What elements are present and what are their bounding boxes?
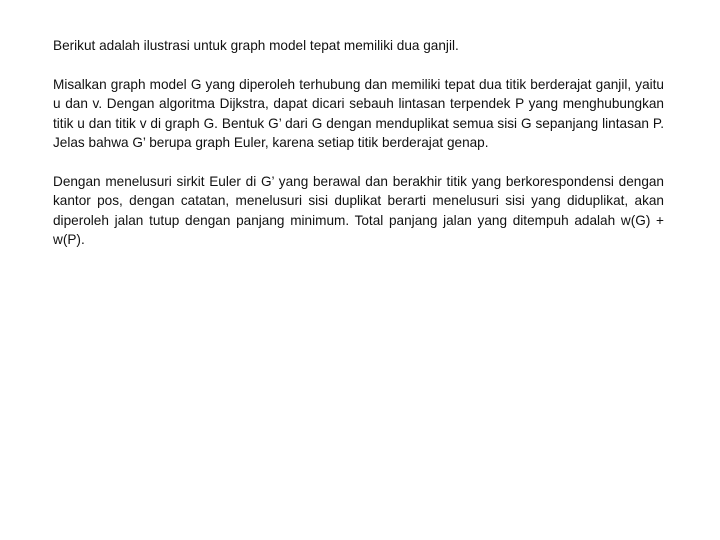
euler-circuit-paragraph: Dengan menelusuri sirkit Euler di G’ yang berawal dan berakhir titik yang berkorespondensi dengan kantor pos, dengan catatan, menelusuri sisi duplikat berarti menelusuri sisi yang diduplikat, akan diperoleh jalan tutup dengan panjang minimum. Total panjang jalan yang ditempuh adalah w(G) + w(P).: [53, 173, 664, 247]
intro-paragraph: Berikut adalah ilustrasi untuk graph model tepat memiliki dua ganjil.: [53, 38, 459, 53]
document-body: [53, 36, 664, 250]
graph-model-paragraph: Misalkan graph model G yang diperoleh terhubung dan memiliki tepat dua titik berderajat ganjil, yaitu u dan v. Dengan algoritma Dijkstra, dapat dicari sebauh lintasan terpendek P yang menghubungkan titik u dan titik v di graph G. Bentuk G’ dari G dengan menduplikat semua sisi G sepanjang lintasan P. Jelas bahwa G’ berupa graph Euler, karena setiap titik berderajat genap.: [53, 76, 664, 150]
